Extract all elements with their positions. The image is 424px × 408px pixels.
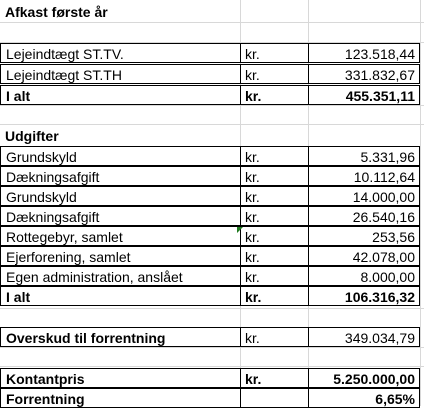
table-row[interactable] [0,266,424,286]
row-unit[interactable]: kr. [240,226,308,246]
surplus-unit[interactable]: kr. [240,327,308,347]
total-unit[interactable]: kr. [240,286,308,306]
row-unit[interactable]: kr. [240,266,308,286]
return-rate-unit-cell[interactable] [240,388,308,408]
gridline [0,308,424,309]
table-row[interactable] [0,206,424,226]
row-label[interactable]: Lejeindtægt ST.TH [0,64,240,84]
row-unit[interactable]: kr. [240,186,308,206]
return-rate-label[interactable]: Forrentning [0,388,240,408]
row-value[interactable]: 26.540,16 [308,206,420,226]
surplus-value[interactable]: 349.034,79 [308,327,420,347]
row-label[interactable]: Egen administration, anslået [0,266,240,286]
expenses-title-row[interactable] [0,126,424,146]
income-total-row[interactable] [0,85,424,105]
row-value[interactable]: 331.832,67 [308,64,420,84]
row-label[interactable]: Lejeindtægt ST.TV. [0,43,240,63]
expense-total-row[interactable] [0,286,424,306]
table-row[interactable] [0,246,424,266]
expenses-title[interactable]: Udgifter [5,128,59,144]
row-value[interactable]: 8.000,00 [308,266,420,286]
row-label[interactable]: Rottegebyr, samlet [0,226,240,246]
total-unit[interactable]: kr. [240,85,308,105]
table-row[interactable] [0,226,424,246]
row-value[interactable]: 123.518,44 [308,43,420,63]
total-value[interactable]: 455.351,11 [308,85,420,105]
row-unit[interactable]: kr. [240,146,308,166]
row-value[interactable]: 5.331,96 [308,146,420,166]
row-label[interactable]: Dækningsafgift [0,166,240,186]
cash-price-value[interactable]: 5.250.000,00 [308,368,420,388]
sheet-title-row[interactable] [0,2,424,22]
table-row[interactable] [0,43,424,63]
gridline [0,347,424,348]
sheet-title[interactable]: Afkast første år [5,4,108,20]
return-rate-value[interactable]: 6,65% [308,388,420,408]
table-row[interactable] [0,64,424,84]
total-label[interactable]: I alt [0,85,240,105]
row-label[interactable]: Grundskyld [0,186,240,206]
cash-price-label[interactable]: Kontantpris [0,368,240,388]
gridline [0,366,424,367]
row-value[interactable]: 253,56 [308,226,420,246]
row-label[interactable]: Grundskyld [0,146,240,166]
gridline [0,22,424,23]
surplus-row[interactable] [0,327,424,347]
gridline [0,105,424,106]
row-unit[interactable]: kr. [240,64,308,84]
row-label[interactable]: Dækningsafgift [0,206,240,226]
cell-indicator-icon [237,227,243,233]
row-value[interactable]: 14.000,00 [308,186,420,206]
row-value[interactable]: 42.078,00 [308,246,420,266]
surplus-label[interactable]: Overskud til forrentning [0,327,240,347]
row-unit[interactable]: kr. [240,206,308,226]
row-unit[interactable]: kr. [240,43,308,63]
gridline [0,124,424,125]
total-value[interactable]: 106.316,32 [308,286,420,306]
return-rate-row[interactable] [0,388,424,408]
row-label[interactable]: Ejerforening, samlet [0,246,240,266]
table-row[interactable] [0,146,424,166]
cash-price-row[interactable] [0,368,424,388]
row-unit[interactable]: kr. [240,246,308,266]
total-label[interactable]: I alt [0,286,240,306]
table-row[interactable] [0,186,424,206]
row-value[interactable]: 10.112,64 [308,166,420,186]
table-row[interactable] [0,166,424,186]
cash-price-unit[interactable]: kr. [240,368,308,388]
row-unit[interactable]: kr. [240,166,308,186]
